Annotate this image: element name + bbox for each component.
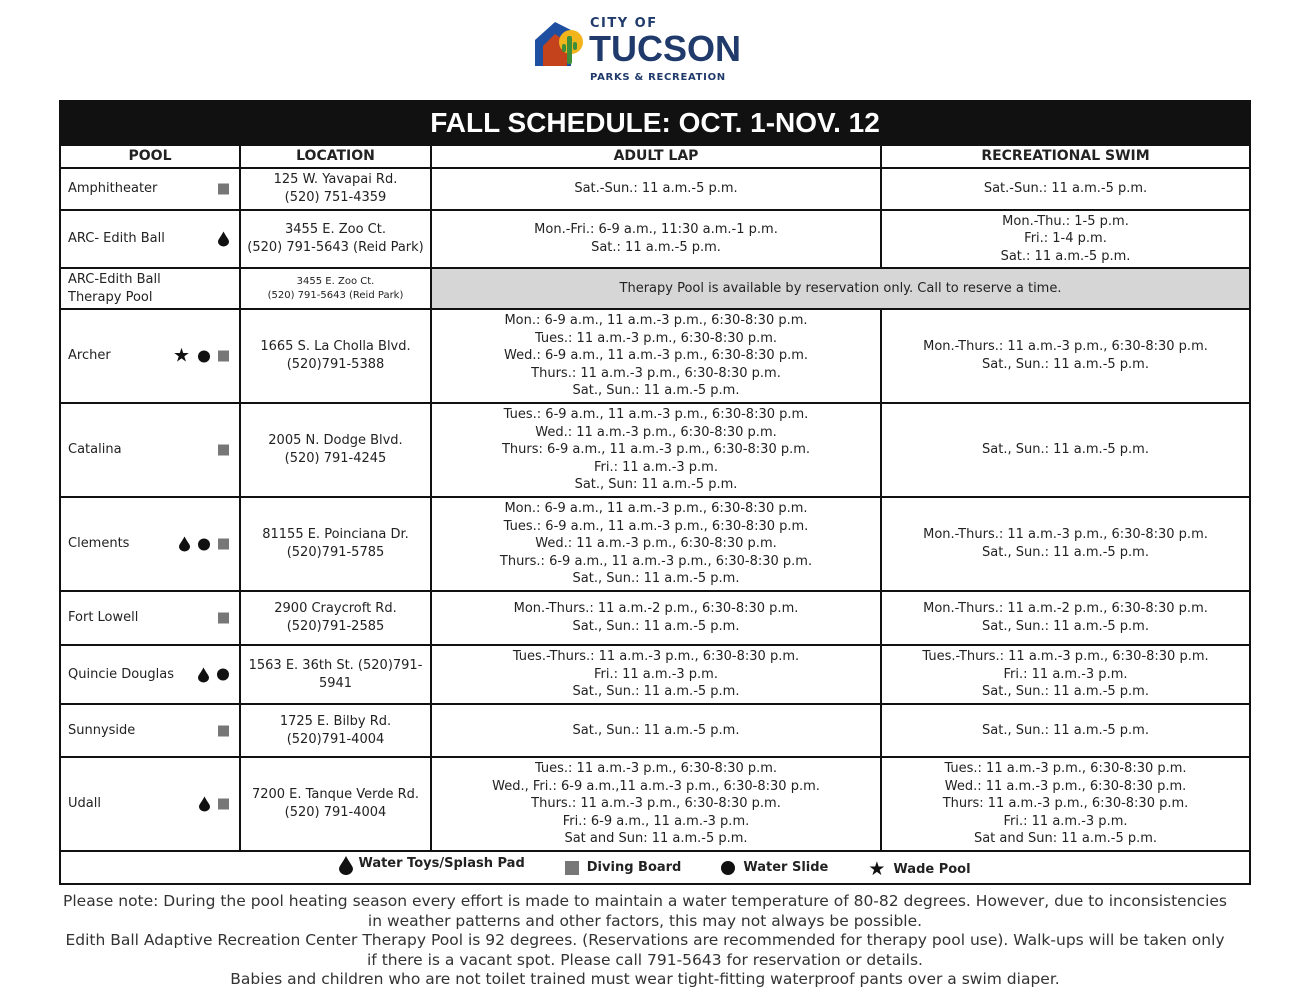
cell-line: Mon.-Thurs.: 11 a.m.-3 p.m., 6:30-8:30 p.m. bbox=[923, 339, 1208, 355]
amenity-icons bbox=[218, 445, 229, 456]
location-cell bbox=[240, 268, 431, 309]
cell-line: Sat., Sun.: 11 a.m.-5 p.m. bbox=[982, 619, 1149, 634]
legend-item bbox=[339, 855, 524, 873]
cell-line: 1563 E. 36th St. (520)791- bbox=[248, 657, 423, 673]
cell-line: Mon.: 6-9 a.m., 11 a.m.-3 p.m., 6:30-8:30 p.m. bbox=[504, 501, 808, 517]
cell-line: Tues.: 11 a.m.-3 p.m., 6:30-8:30 p.m. bbox=[534, 330, 778, 346]
header-pool: POOL bbox=[60, 145, 240, 168]
table-row bbox=[60, 309, 1250, 403]
location-cell bbox=[240, 497, 431, 591]
cell-line: Sat.: 11 a.m.-5 p.m. bbox=[1000, 248, 1131, 264]
diving-board-square-icon bbox=[218, 184, 229, 195]
cell-line: Sat.-Sun.: 11 a.m.-5 p.m. bbox=[574, 181, 738, 197]
amenity-icons bbox=[218, 725, 229, 736]
header-location: LOCATION bbox=[240, 145, 431, 168]
table-row bbox=[60, 704, 1250, 757]
cell-line: Sat.: 11 a.m.-5 p.m. bbox=[591, 240, 721, 255]
cell-line: Wed.: 11 a.m.-3 p.m., 6:30-8:30 p.m. bbox=[944, 778, 1187, 794]
note-paragraph: Edith Ball Adaptive Recreation Center Therapy Pool is 92 degrees. (Reservations are recommended for therapy pool use). Walk-ups will be taken only if there is a vacant spot. Please call 791-5643 for reservation or details. bbox=[65, 931, 1225, 969]
cell-line: 1725 E. Bilby Rd. bbox=[279, 713, 392, 729]
cell-line: 7200 E. Tanque Verde Rd. bbox=[251, 787, 420, 803]
cell-line: (520) 791-4245 bbox=[284, 451, 387, 466]
cell-line: 81155 E. Poinciana Dr. bbox=[262, 527, 409, 543]
adult-lap-cell bbox=[431, 591, 881, 645]
pool-name: Sunnyside bbox=[68, 722, 136, 738]
adult-lap-cell bbox=[431, 704, 881, 757]
cell-line: Sat., Sun.: 11 a.m.-5 p.m. bbox=[982, 545, 1149, 560]
cell-line: Sat., Sun.: 11 a.m.-5 p.m. bbox=[982, 442, 1149, 458]
pool-name: Udall bbox=[68, 796, 101, 812]
location-cell bbox=[240, 757, 431, 851]
legend-item bbox=[721, 859, 828, 877]
cell-line: Sat.-Sun.: 11 a.m.-5 p.m. bbox=[983, 181, 1148, 197]
cell-line: Tues.: 6-9 a.m., 11 a.m.-3 p.m., 6:30-8:30 p.m. bbox=[503, 407, 809, 423]
logo-name: TUCSON bbox=[589, 28, 741, 69]
pool-name: Amphitheater bbox=[68, 181, 158, 197]
cell-line: Mon.-Thurs.: 11 a.m.-2 p.m., 6:30-8:30 p.m. bbox=[513, 601, 799, 617]
cell-line: 3455 E. Zoo Ct. bbox=[285, 222, 386, 238]
diving-board-square-icon bbox=[218, 351, 229, 362]
water-toys-drop-icon bbox=[218, 232, 229, 247]
therapy-pool-note: Therapy Pool is available by reservation only. Call to reserve a time. bbox=[431, 268, 1250, 309]
water-toys-drop-icon bbox=[179, 537, 190, 552]
recreational-swim-cell bbox=[881, 704, 1250, 757]
cell-line: 1665 S. La Cholla Blvd. bbox=[260, 339, 411, 355]
cell-line: Sat., Sun: 11 a.m.-5 p.m. bbox=[574, 477, 738, 493]
recreational-swim-cell bbox=[881, 210, 1250, 268]
cell-line: Sat., Sun.: 11 a.m.-5 p.m. bbox=[572, 571, 740, 587]
water-slide-circle-icon bbox=[198, 350, 210, 362]
table-row bbox=[60, 403, 1250, 497]
pool-name: Quincie Douglas bbox=[68, 666, 175, 682]
table-row bbox=[60, 757, 1250, 851]
cell-line: (520) 791-5643 (Reid Park) bbox=[267, 289, 404, 301]
table-row bbox=[60, 268, 1250, 309]
cell-line: Fri.: 11 a.m.-3 p.m. bbox=[1003, 813, 1128, 829]
diving-board-square-icon bbox=[218, 539, 229, 550]
pool-name: Fort Lowell bbox=[68, 610, 139, 626]
water-toys-drop-icon bbox=[198, 667, 209, 682]
legend-label: Water Slide bbox=[743, 860, 829, 876]
pool-name: ARC- Edith Ball bbox=[68, 231, 165, 247]
location-cell bbox=[240, 168, 431, 210]
adult-lap-cell bbox=[431, 309, 881, 403]
adult-lap-cell bbox=[431, 168, 881, 210]
city-of-tucson-logo bbox=[533, 14, 743, 88]
pool-name: Catalina bbox=[68, 442, 122, 458]
cell-line: Mon.-Fri.: 6-9 a.m., 11:30 a.m.-1 p.m. bbox=[534, 222, 778, 238]
recreational-swim-cell bbox=[881, 757, 1250, 851]
cell-line: Tues.-Thurs.: 11 a.m.-3 p.m., 6:30-8:30 p.m. bbox=[922, 649, 1209, 665]
cell-line: Wed.: 11 a.m.-3 p.m., 6:30-8:30 p.m. bbox=[535, 424, 777, 440]
pool-cell bbox=[60, 210, 240, 268]
table-row bbox=[60, 591, 1250, 645]
legend-label: Wade Pool bbox=[893, 861, 971, 877]
cell-line: Mon.-Thurs.: 11 a.m.-2 p.m., 6:30-8:30 p.m. bbox=[923, 601, 1208, 617]
cell-line: Fri.: 11 a.m.-3 p.m. bbox=[594, 459, 718, 475]
adult-lap-cell bbox=[431, 645, 881, 704]
location-cell bbox=[240, 591, 431, 645]
pool-cell bbox=[60, 757, 240, 851]
cell-line: Sat., Sun.: 11 a.m.-5 p.m. bbox=[982, 684, 1149, 700]
cell-line: Thurs.: 11 a.m.-3 p.m., 6:30-8:30 p.m. bbox=[531, 796, 781, 812]
diving-board-square-icon bbox=[565, 861, 579, 875]
cell-line: (520) 791-5643 (Reid Park) bbox=[247, 240, 424, 255]
cell-line: 3455 E. Zoo Ct. bbox=[296, 275, 375, 287]
recreational-swim-cell bbox=[881, 403, 1250, 497]
water-slide-circle-icon bbox=[721, 861, 735, 875]
schedule-title: FALL SCHEDULE: OCT. 1-NOV. 12 bbox=[60, 101, 1250, 145]
cell-line: Sat., Sun.: 11 a.m.-5 p.m. bbox=[982, 722, 1149, 738]
cell-line: (520) 751-4359 bbox=[284, 190, 387, 205]
location-cell bbox=[240, 645, 431, 704]
cell-line: Sat and Sun: 11 a.m.-5 p.m. bbox=[564, 831, 748, 847]
pool-cell bbox=[60, 704, 240, 757]
wade-pool-star-icon: ★ bbox=[868, 857, 886, 880]
note-paragraph: Babies and children who are not toilet trained must wear tight-fitting waterproof pants over a swim diaper. bbox=[230, 970, 1060, 989]
cell-line: 2005 N. Dodge Blvd. bbox=[268, 433, 403, 449]
amenity-icons bbox=[198, 667, 229, 682]
cell-line: Wed., Fri.: 6-9 a.m.,11 a.m.-3 p.m., 6:30-8:30 p.m. bbox=[492, 778, 820, 794]
adult-lap-cell bbox=[431, 403, 881, 497]
cell-line: Mon.-Thurs.: 11 a.m.-3 p.m., 6:30-8:30 p.m. bbox=[923, 527, 1208, 543]
water-slide-circle-icon bbox=[217, 669, 229, 681]
diving-board-square-icon bbox=[218, 799, 229, 810]
recreational-swim-cell bbox=[881, 309, 1250, 403]
pool-cell bbox=[60, 497, 240, 591]
cell-line: (520)791-5388 bbox=[286, 357, 385, 372]
legend-label: Diving Board bbox=[586, 860, 682, 876]
cell-line: 5941 bbox=[318, 675, 353, 691]
amenity-icons bbox=[218, 232, 229, 247]
cell-line: Tues.: 6-9 a.m., 11 a.m.-3 p.m., 6:30-8:30 p.m. bbox=[503, 518, 809, 534]
cell-line: Tues.: 11 a.m.-3 p.m., 6:30-8:30 p.m. bbox=[534, 761, 778, 777]
cell-line: (520) 791-4004 bbox=[284, 805, 387, 820]
pool-name: ARC-Edith Ball Therapy Pool bbox=[68, 271, 161, 305]
location-cell bbox=[240, 210, 431, 268]
cell-line: Fri.: 11 a.m.-3 p.m. bbox=[594, 666, 718, 682]
amenity-icons bbox=[218, 184, 229, 195]
cell-line: 2900 Craycroft Rd. bbox=[274, 601, 397, 617]
table-row bbox=[60, 645, 1250, 704]
table-row bbox=[60, 497, 1250, 591]
recreational-swim-cell bbox=[881, 591, 1250, 645]
amenity-icons bbox=[179, 537, 229, 552]
recreational-swim-cell bbox=[881, 645, 1250, 704]
pool-cell bbox=[60, 168, 240, 210]
cell-line: (520)791-2585 bbox=[286, 619, 385, 634]
header-adult-lap: ADULT LAP bbox=[431, 145, 881, 168]
pool-cell bbox=[60, 645, 240, 704]
diving-board-square-icon bbox=[218, 445, 229, 456]
adult-lap-cell bbox=[431, 210, 881, 268]
cell-line: Fri.: 1-4 p.m. bbox=[1024, 231, 1107, 247]
location-cell bbox=[240, 403, 431, 497]
cell-line: Sat., Sun.: 11 a.m.-5 p.m. bbox=[572, 619, 740, 634]
cell-line: (520)791-4004 bbox=[286, 731, 385, 747]
logo-subtitle: PARKS & RECREATION bbox=[590, 72, 726, 83]
legend bbox=[60, 851, 1250, 884]
logo-emblem-icon bbox=[533, 18, 585, 70]
water-toys-drop-icon bbox=[339, 856, 350, 871]
legend-label: Water Toys/Splash Pad bbox=[358, 855, 525, 871]
pool-cell bbox=[60, 403, 240, 497]
cell-line: Sat., Sun.: 11 a.m.-5 p.m. bbox=[572, 684, 740, 700]
location-cell bbox=[240, 309, 431, 403]
diving-board-square-icon bbox=[218, 613, 229, 624]
adult-lap-cell bbox=[431, 757, 881, 851]
pool-cell bbox=[60, 309, 240, 403]
pool-cell bbox=[60, 268, 240, 309]
cell-line: Fri.: 6-9 a.m., 11 a.m.-3 p.m. bbox=[562, 813, 750, 829]
notes bbox=[60, 892, 1230, 990]
amenity-icons bbox=[199, 797, 229, 812]
pool-name: Archer bbox=[68, 348, 111, 364]
amenity-icons bbox=[172, 344, 229, 367]
header-recreational-swim: RECREATIONAL SWIM bbox=[881, 145, 1250, 168]
recreational-swim-cell bbox=[881, 168, 1250, 210]
amenity-icons bbox=[218, 613, 229, 624]
cell-line: Sat., Sun.: 11 a.m.-5 p.m. bbox=[572, 383, 740, 399]
recreational-swim-cell bbox=[881, 497, 1250, 591]
adult-lap-cell bbox=[431, 497, 881, 591]
cell-line: Wed.: 6-9 a.m., 11 a.m.-3 p.m., 6:30-8:30 p.m. bbox=[503, 348, 808, 364]
cell-line: Thurs.: 11 a.m.-3 p.m., 6:30-8:30 p.m. bbox=[531, 365, 781, 381]
cell-line: Thurs.: 6-9 a.m., 11 a.m.-3 p.m., 6:30-8:30 p.m. bbox=[499, 553, 813, 569]
cell-line: Sat and Sun: 11 a.m.-5 p.m. bbox=[973, 831, 1158, 847]
location-cell bbox=[240, 704, 431, 757]
note-paragraph: Please note: During the pool heating season every effort is made to maintain a water temperature of 80-82 degrees. However, due to inconsistencies in weather patterns and other factors, this may not always be possible. bbox=[63, 892, 1227, 930]
schedule-table bbox=[59, 100, 1251, 885]
legend-item bbox=[868, 857, 971, 880]
water-toys-drop-icon bbox=[199, 797, 210, 812]
water-slide-circle-icon bbox=[198, 538, 210, 550]
cell-line: Thurs: 11 a.m.-3 p.m., 6:30-8:30 p.m. bbox=[942, 796, 1189, 812]
cell-line: 125 W. Yavapai Rd. bbox=[273, 172, 398, 188]
pool-cell bbox=[60, 591, 240, 645]
cell-line: Thurs: 6-9 a.m., 11 a.m.-3 p.m., 6:30-8:30 p.m. bbox=[501, 442, 811, 458]
cell-line: Tues.-Thurs.: 11 a.m.-3 p.m., 6:30-8:30 p.m. bbox=[512, 649, 800, 665]
cell-line: Sat., Sun.: 11 a.m.-5 p.m. bbox=[572, 722, 740, 738]
cell-line: Tues.: 11 a.m.-3 p.m., 6:30-8:30 p.m. bbox=[944, 761, 1187, 777]
pool-name: Clements bbox=[68, 536, 130, 552]
cell-line: Mon.-Thu.: 1-5 p.m. bbox=[1002, 213, 1129, 229]
diving-board-square-icon bbox=[218, 725, 229, 736]
legend-item bbox=[565, 859, 682, 877]
cell-line: Wed.: 11 a.m.-3 p.m., 6:30-8:30 p.m. bbox=[535, 536, 777, 552]
cell-line: Mon.: 6-9 a.m., 11 a.m.-3 p.m., 6:30-8:30 p.m. bbox=[504, 313, 808, 329]
table-row bbox=[60, 168, 1250, 210]
cell-line: Sat., Sun.: 11 a.m.-5 p.m. bbox=[982, 357, 1149, 372]
cell-line: (520)791-5785 bbox=[286, 545, 385, 560]
logo-city-of: CITY OF bbox=[590, 16, 658, 31]
cell-line: Fri.: 11 a.m.-3 p.m. bbox=[1003, 666, 1128, 682]
wade-pool-star-icon: ★ bbox=[172, 344, 190, 367]
table-row bbox=[60, 210, 1250, 268]
